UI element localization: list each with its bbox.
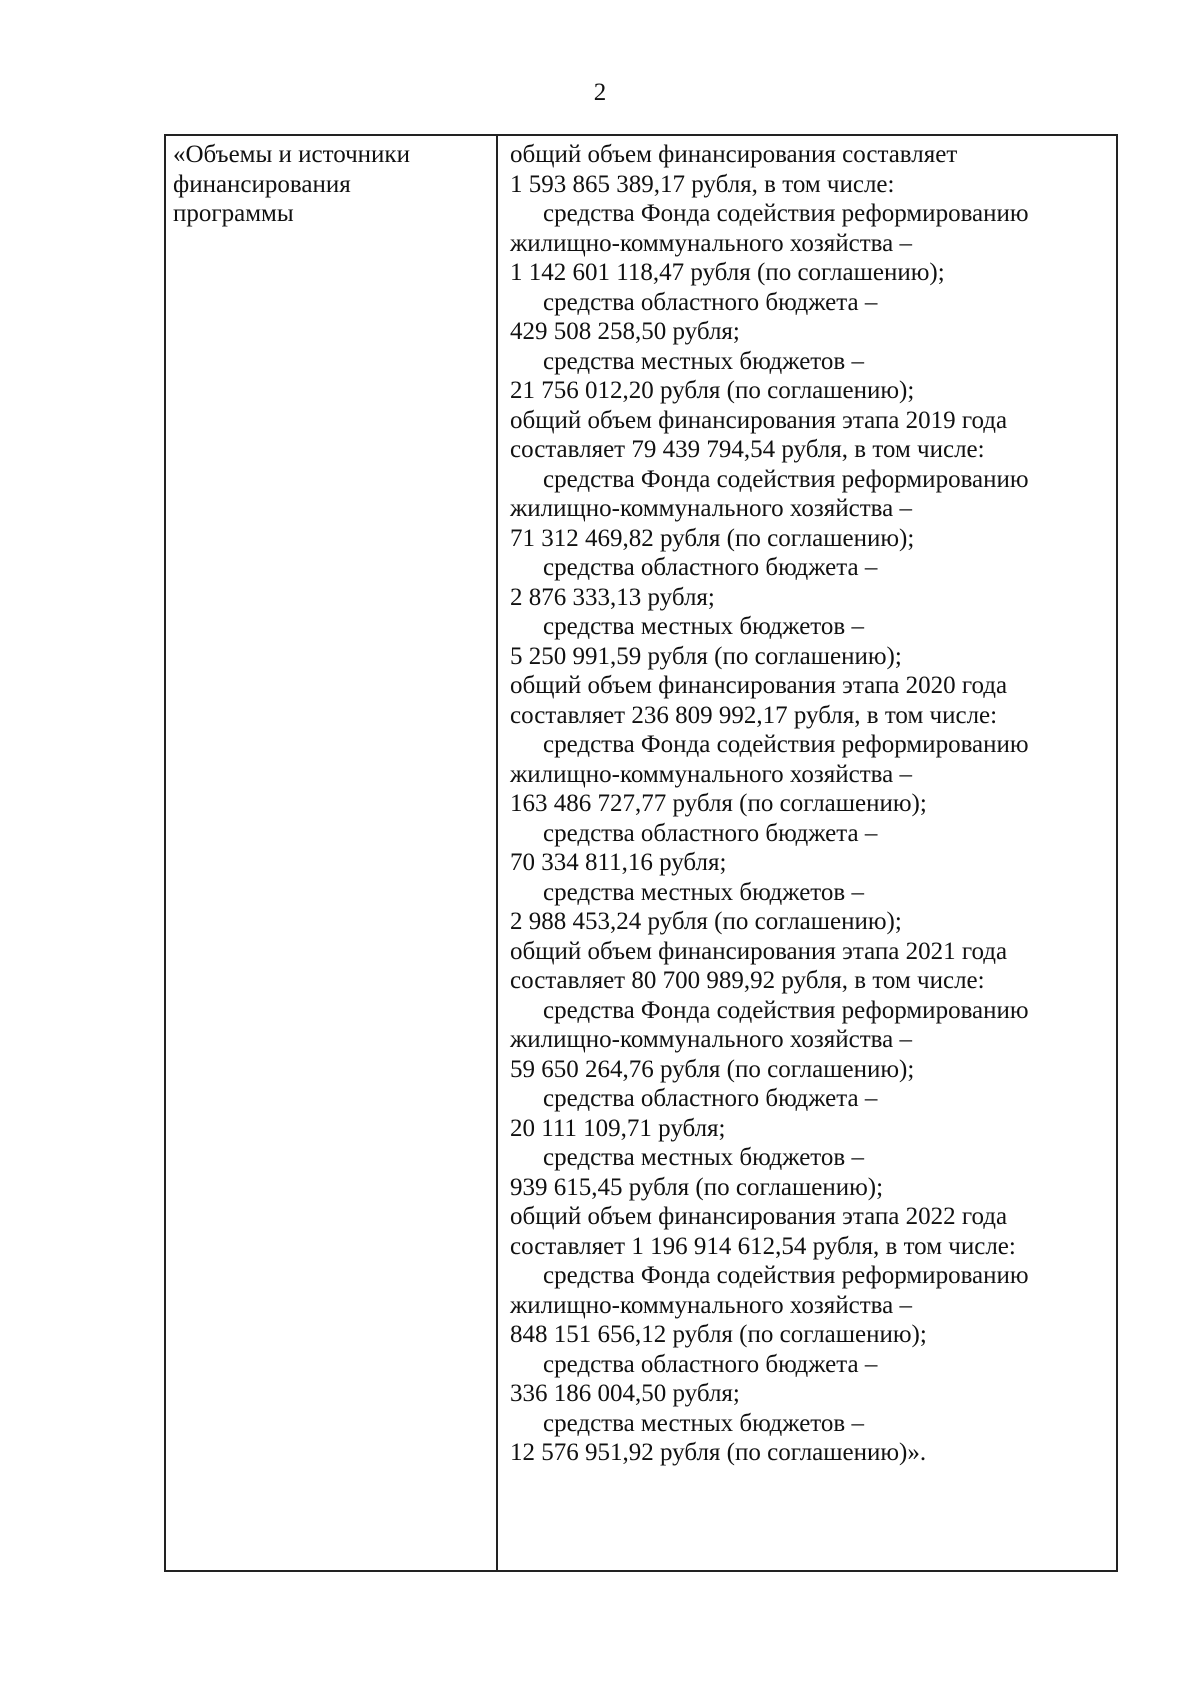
content-line: жилищно-коммунального хозяйства – — [510, 229, 912, 257]
content-line: 1 593 865 389,17 рубля, в том числе: — [510, 170, 895, 198]
content-line: средства местных бюджетов – — [543, 613, 864, 640]
content-line: средства местных бюджетов – — [543, 347, 864, 375]
content-line: средства областного бюджета – — [543, 1350, 878, 1378]
page-number: 2 — [593, 79, 607, 106]
content-line: составляет 80 700 989,92 рубля, в том числе: — [510, 967, 985, 994]
content-line: средства Фонда содействия реформированию — [543, 731, 1029, 758]
content-line: 20 111 109,71 рубля; — [510, 1114, 726, 1142]
row-label-line: финансирования — [173, 170, 351, 198]
content-line: 336 186 004,50 рубля; — [510, 1380, 740, 1407]
financing-table — [164, 134, 1118, 1572]
content-line: 939 615,45 рубля (по соглашению); — [510, 1173, 884, 1201]
content-line: средства местных бюджетов – — [543, 1409, 864, 1437]
content-line: средства Фонда содействия реформированию — [543, 200, 1029, 227]
content-line: общий объем финансирования составляет — [510, 141, 958, 168]
content-line: 59 650 264,76 рубля (по соглашению); — [510, 1055, 915, 1083]
content-line: жилищно-коммунального хозяйства – — [510, 495, 912, 522]
content-line: средства местных бюджетов – — [543, 1144, 864, 1171]
content-line: средства местных бюджетов – — [543, 878, 864, 906]
content-line: 2 988 453,24 рубля (по соглашению); — [510, 908, 902, 935]
content-line: жилищно-коммунального хозяйства – — [510, 1291, 912, 1319]
content-line: средства областного бюджета – — [543, 819, 878, 847]
content-line: средства Фонда содействия реформированию — [543, 465, 1029, 493]
content-line: жилищно-коммунального хозяйства – — [510, 760, 912, 788]
content-line: 21 756 012,20 рубля (по соглашению); — [510, 377, 915, 404]
row-label-cell — [173, 140, 488, 229]
row-content-cell — [510, 140, 1110, 1468]
content-line: 163 486 727,77 рубля (по соглашению); — [510, 790, 927, 817]
content-line: средства областного бюджета – — [543, 1085, 878, 1112]
content-line: составляет 79 439 794,54 рубля, в том числе: — [510, 436, 985, 463]
content-line: 848 151 656,12 рубля (по соглашению); — [510, 1321, 927, 1348]
content-line: средства Фонда содействия реформированию — [543, 996, 1029, 1024]
content-line: общий объем финансирования этапа 2019 года — [510, 406, 1008, 434]
row-label-line: «Объемы и источники — [173, 141, 410, 168]
content-line: жилищно-коммунального хозяйства – — [510, 1026, 912, 1053]
content-line: общий объем финансирования этапа 2020 года — [510, 672, 1008, 699]
content-line: 2 876 333,13 рубля; — [510, 583, 715, 611]
content-line: средства областного бюджета – — [543, 288, 878, 316]
content-line: общий объем финансирования этапа 2021 года — [510, 937, 1008, 965]
content-line: составляет 236 809 992,17 рубля, в том числе: — [510, 701, 998, 729]
content-line: 429 508 258,50 рубля; — [510, 318, 740, 345]
content-line: 71 312 469,82 рубля (по соглашению); — [510, 524, 915, 552]
content-line: средства Фонда содействия реформированию — [543, 1262, 1029, 1289]
content-line: 70 334 811,16 рубля; — [510, 849, 727, 876]
content-line: общий объем финансирования этапа 2022 года — [510, 1203, 1008, 1230]
content-line: 12 576 951,92 рубля (по соглашению)». — [510, 1439, 927, 1466]
content-line: 5 250 991,59 рубля (по соглашению); — [510, 642, 902, 670]
column-divider — [496, 136, 498, 1570]
content-line: составляет 1 196 914 612,54 рубля, в том числе: — [510, 1232, 1016, 1260]
content-line: средства областного бюджета – — [543, 554, 878, 581]
content-line: 1 142 601 118,47 рубля (по соглашению); — [510, 259, 945, 286]
row-label-line: программы — [173, 200, 294, 227]
